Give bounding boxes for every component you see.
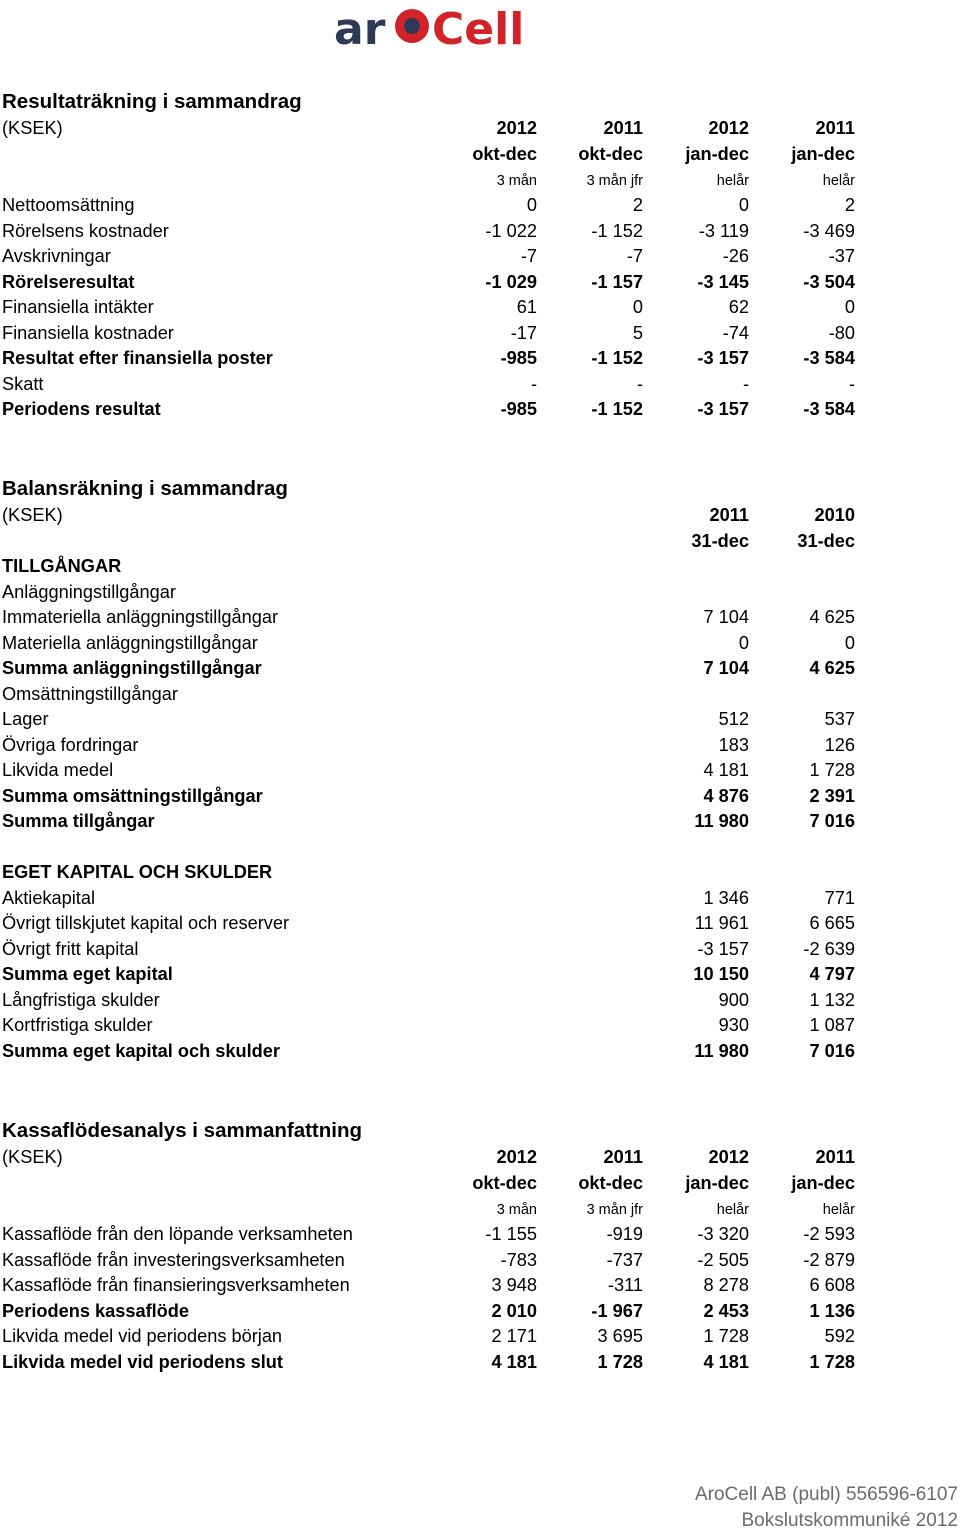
cashflow-title: Kassaflödesanalys i sammanfattning (2, 1119, 363, 1142)
row-label: Summa anläggningstillgångar (2, 658, 262, 678)
cashflow-row (0, 1352, 960, 1377)
income-row (0, 399, 960, 424)
cell-col-3: helår (716, 173, 749, 189)
balance-row (0, 607, 960, 632)
cell-col-3: 930 (718, 1015, 749, 1035)
cell-col-4: 4 797 (809, 964, 855, 984)
row-label: Summa tillgångar (2, 811, 155, 831)
cell-col-3: 2012 (708, 118, 749, 138)
cell-col-3: 7 104 (703, 658, 749, 678)
balance-row (0, 658, 960, 683)
cell-col-3: 10 150 (693, 964, 749, 984)
cell-col-1: 2 010 (491, 1300, 537, 1321)
cell-col-4: -2 639 (803, 938, 855, 959)
cell-col-3: -3 157 (697, 348, 749, 368)
cell-col-3: 1 346 (703, 887, 749, 908)
row-label: EGET KAPITAL OCH SKULDER (2, 862, 273, 882)
row-label: Likvida medel vid periodens början (2, 1326, 283, 1346)
cell-col-4: 1 136 (809, 1300, 855, 1321)
cell-col-3: 62 (728, 297, 749, 317)
arocell-logo (334, 2, 546, 50)
income-row (0, 374, 960, 399)
row-label: Periodens resultat (2, 399, 161, 419)
cell-col-4: helår (822, 1202, 855, 1218)
row-label: Skatt (2, 373, 44, 394)
cell-col-2: 5 (632, 322, 643, 343)
row-label: Aktiekapital (2, 887, 96, 908)
cashflow-header-row (0, 1173, 960, 1198)
row-label: Rörelseresultat (2, 271, 135, 292)
income-row (0, 272, 960, 297)
row-label: Materiella anläggningstillgångar (2, 632, 258, 653)
cell-col-4: 7 016 (809, 1040, 855, 1061)
cell-col-3: 8 278 (703, 1275, 749, 1295)
cell-col-3: 4 181 (703, 1351, 749, 1372)
cell-col-4: -3 469 (803, 220, 855, 241)
cell-col-4: -2 879 (803, 1249, 855, 1270)
row-label: Summa eget kapital och skulder (2, 1040, 280, 1061)
cell-col-1: -1 029 (485, 271, 537, 292)
row-label: Likvida medel (2, 760, 114, 780)
balance-row (0, 862, 960, 887)
balance-row (0, 684, 960, 709)
row-label: TILLGÅNGAR (2, 556, 122, 576)
balance-row (0, 735, 960, 760)
cell-col-2: 2011 (603, 118, 643, 138)
cell-col-3: 4 181 (703, 760, 749, 780)
cell-col-3: 2 453 (703, 1300, 749, 1321)
income-header-row (0, 118, 960, 143)
cell-col-4: 1 132 (809, 989, 855, 1010)
cell-col-1: 2012 (496, 118, 537, 138)
balance-row (0, 633, 960, 658)
cell-col-3: 512 (718, 709, 749, 729)
cell-col-4: 2010 (814, 505, 855, 525)
cell-col-3: 900 (718, 989, 749, 1010)
balance-row (0, 913, 960, 938)
cell-col-3: 31-dec (691, 531, 749, 551)
cell-col-3: 0 (738, 632, 749, 653)
row-label: (KSEK) (2, 1147, 63, 1167)
row-label: Rörelsens kostnader (2, 220, 169, 241)
row-label: Finansiella intäkter (2, 297, 154, 317)
row-label: Omsättningstillgångar (2, 683, 178, 704)
cell-col-2: okt-dec (578, 144, 643, 164)
row-label: Anläggningstillgångar (2, 581, 176, 602)
balance-row (0, 786, 960, 811)
cell-col-4: 771 (824, 887, 855, 908)
cell-col-4: -3 584 (803, 399, 855, 419)
cell-col-3: 2012 (708, 1147, 749, 1167)
balance-row (0, 1041, 960, 1066)
cell-col-3: - (742, 373, 749, 394)
balance-row (0, 939, 960, 964)
cashflow-header-row (0, 1147, 960, 1172)
balance-row (0, 582, 960, 607)
cell-col-1: 3 mån (496, 173, 537, 189)
cell-col-4: 2011 (815, 118, 855, 138)
cashflow-row (0, 1326, 960, 1351)
cell-col-4: 0 (844, 632, 855, 653)
cell-col-4: -3 504 (803, 271, 855, 292)
cell-col-3: 11 980 (694, 1040, 749, 1061)
cell-col-4: 4 625 (809, 658, 855, 678)
cell-col-4: 1 728 (809, 1351, 855, 1372)
cell-col-1: 4 181 (491, 1351, 537, 1372)
cell-col-4: -2 593 (803, 1224, 855, 1244)
cell-col-4: 31-dec (797, 531, 855, 551)
cell-col-4: 1 728 (809, 760, 855, 780)
cell-col-1: -1 022 (485, 220, 537, 241)
income-row (0, 323, 960, 348)
cell-col-3: 4 876 (703, 785, 749, 806)
balance-row (0, 709, 960, 734)
income-row (0, 297, 960, 322)
cell-col-2: -737 (606, 1249, 643, 1270)
cell-col-4: 2 (844, 195, 855, 215)
cell-col-1: -1 155 (485, 1224, 537, 1244)
cell-col-3: 183 (718, 734, 749, 755)
cell-col-4: -37 (828, 246, 855, 266)
cell-col-3: -3 145 (697, 271, 749, 292)
balance-header-row (0, 505, 960, 530)
income-title: Resultaträkning i sammandrag (2, 90, 302, 113)
row-label: Långfristiga skulder (2, 989, 160, 1010)
cell-col-1: 0 (526, 195, 537, 215)
cell-col-4: helår (822, 173, 855, 189)
cell-col-1: -17 (510, 322, 537, 343)
cell-col-2: -1 967 (591, 1300, 643, 1321)
cell-col-4: 6 608 (809, 1275, 855, 1295)
cell-col-4: 4 625 (809, 607, 855, 627)
cell-col-2: 1 728 (597, 1351, 643, 1372)
footer-report: Bokslutskommuniké 2012 (741, 1510, 958, 1531)
cell-col-2: 3 mån jfr (586, 1202, 643, 1218)
row-label: Nettoomsättning (2, 195, 135, 215)
cell-col-2: 3 mån jfr (586, 173, 643, 189)
cell-col-4: -3 584 (803, 348, 855, 368)
balance-header-row (0, 531, 960, 556)
cell-col-3: 7 104 (703, 607, 749, 627)
cell-col-4: - (848, 373, 855, 394)
row-label: Resultat efter finansiella poster (2, 348, 273, 368)
cell-col-3: -74 (722, 322, 749, 343)
cell-col-4: 7 016 (809, 811, 855, 831)
balance-title: Balansräkning i sammandrag (2, 477, 288, 500)
row-label: (KSEK) (2, 505, 63, 525)
cell-col-3: -3 320 (697, 1224, 749, 1244)
balance-row (0, 990, 960, 1015)
row-label: Kortfristiga skulder (2, 1015, 153, 1035)
row-label: Likvida medel vid periodens slut (2, 1351, 283, 1372)
cell-col-4: jan-dec (791, 1173, 855, 1193)
row-label: Övrigt fritt kapital (2, 938, 139, 959)
cell-col-3: -3 157 (697, 938, 749, 959)
cell-col-3: -2 505 (697, 1249, 749, 1270)
cell-col-2: 2011 (603, 1147, 643, 1167)
cell-col-2: 0 (632, 297, 643, 317)
cashflow-row (0, 1275, 960, 1300)
row-label: Kassaflöde från finansieringsverksamheten (2, 1275, 350, 1295)
cell-col-3: helår (716, 1202, 749, 1218)
cell-col-1: 3 948 (491, 1275, 537, 1295)
row-label: Kassaflöde från investeringsverksamheten (2, 1249, 345, 1270)
balance-row (0, 888, 960, 913)
cell-col-3: 1 728 (703, 1326, 749, 1346)
logo-text-ar: ar (334, 4, 386, 50)
cell-col-3: -3 157 (697, 399, 749, 419)
cell-col-4: jan-dec (791, 144, 855, 164)
cashflow-row (0, 1224, 960, 1249)
balance-row (0, 760, 960, 785)
row-label: (KSEK) (2, 118, 63, 138)
logo-text-cell: Cell (432, 4, 525, 50)
cell-col-3: 11 980 (694, 811, 749, 831)
cell-col-2: -7 (626, 246, 643, 266)
cell-col-2: 2 (632, 195, 643, 215)
balance-row (0, 964, 960, 989)
cell-col-3: -3 119 (698, 220, 749, 241)
cell-col-4: 126 (824, 734, 855, 755)
cell-col-3: -26 (722, 246, 749, 266)
cell-col-4: 537 (824, 709, 855, 729)
cell-col-1: - (530, 373, 537, 394)
cell-col-1: okt-dec (472, 144, 537, 164)
cell-col-1: -985 (500, 399, 537, 419)
cell-col-4: 1 087 (809, 1015, 855, 1035)
cell-col-2: - (636, 373, 643, 394)
row-label: Avskrivningar (2, 246, 111, 266)
cell-col-1: 2 171 (491, 1326, 537, 1346)
cell-col-3: 11 961 (694, 913, 749, 933)
row-label: Summa omsättningstillgångar (2, 785, 263, 806)
cell-col-2: -1 157 (591, 271, 643, 292)
cell-col-4: 0 (844, 297, 855, 317)
cell-col-4: 6 665 (809, 913, 855, 933)
row-label: Summa eget kapital (2, 964, 173, 984)
cell-col-2: -311 (607, 1275, 643, 1295)
balance-row (0, 1015, 960, 1040)
row-label: Övriga fordringar (2, 734, 139, 755)
cashflow-row (0, 1250, 960, 1275)
row-label: Immateriella anläggningstillgångar (2, 607, 279, 627)
cell-col-4: 2 391 (809, 785, 855, 806)
cell-col-4: 2011 (815, 1147, 855, 1167)
cell-col-2: -919 (606, 1224, 643, 1244)
cell-col-1: -783 (500, 1249, 537, 1270)
cashflow-row (0, 1301, 960, 1326)
income-row (0, 348, 960, 373)
cell-col-2: 3 695 (597, 1326, 643, 1346)
income-row (0, 221, 960, 246)
cell-col-1: 2012 (496, 1147, 537, 1167)
row-label: Periodens kassaflöde (2, 1300, 190, 1321)
balance-row (0, 556, 960, 581)
income-row (0, 195, 960, 220)
footer-company: AroCell AB (publ) 556596-6107 (694, 1484, 958, 1505)
cell-col-4: -80 (828, 322, 855, 343)
balance-row (0, 811, 960, 836)
cell-col-1: okt-dec (472, 1173, 537, 1193)
income-row (0, 246, 960, 271)
row-label: Finansiella kostnader (2, 322, 174, 343)
row-label: Övrigt tillskjutet kapital och reserver (2, 913, 290, 933)
cell-col-2: okt-dec (578, 1173, 643, 1193)
cell-col-2: -1 152 (591, 399, 643, 419)
cell-col-3: jan-dec (685, 144, 749, 164)
cell-col-3: 0 (738, 195, 749, 215)
cell-col-3: jan-dec (685, 1173, 749, 1193)
cell-col-1: 61 (516, 297, 537, 317)
row-label: Lager (2, 709, 49, 729)
cell-col-1: -985 (500, 348, 537, 368)
cell-col-2: -1 152 (591, 348, 643, 368)
cell-col-1: 3 mån (496, 1202, 537, 1218)
cell-col-2: -1 152 (591, 220, 643, 241)
cell-col-1: -7 (520, 246, 537, 266)
cell-col-3: 2011 (709, 505, 749, 525)
row-label: Kassaflöde från den löpande verksamheten (2, 1224, 353, 1244)
income-header-row (0, 144, 960, 169)
cell-col-4: 592 (824, 1326, 855, 1346)
